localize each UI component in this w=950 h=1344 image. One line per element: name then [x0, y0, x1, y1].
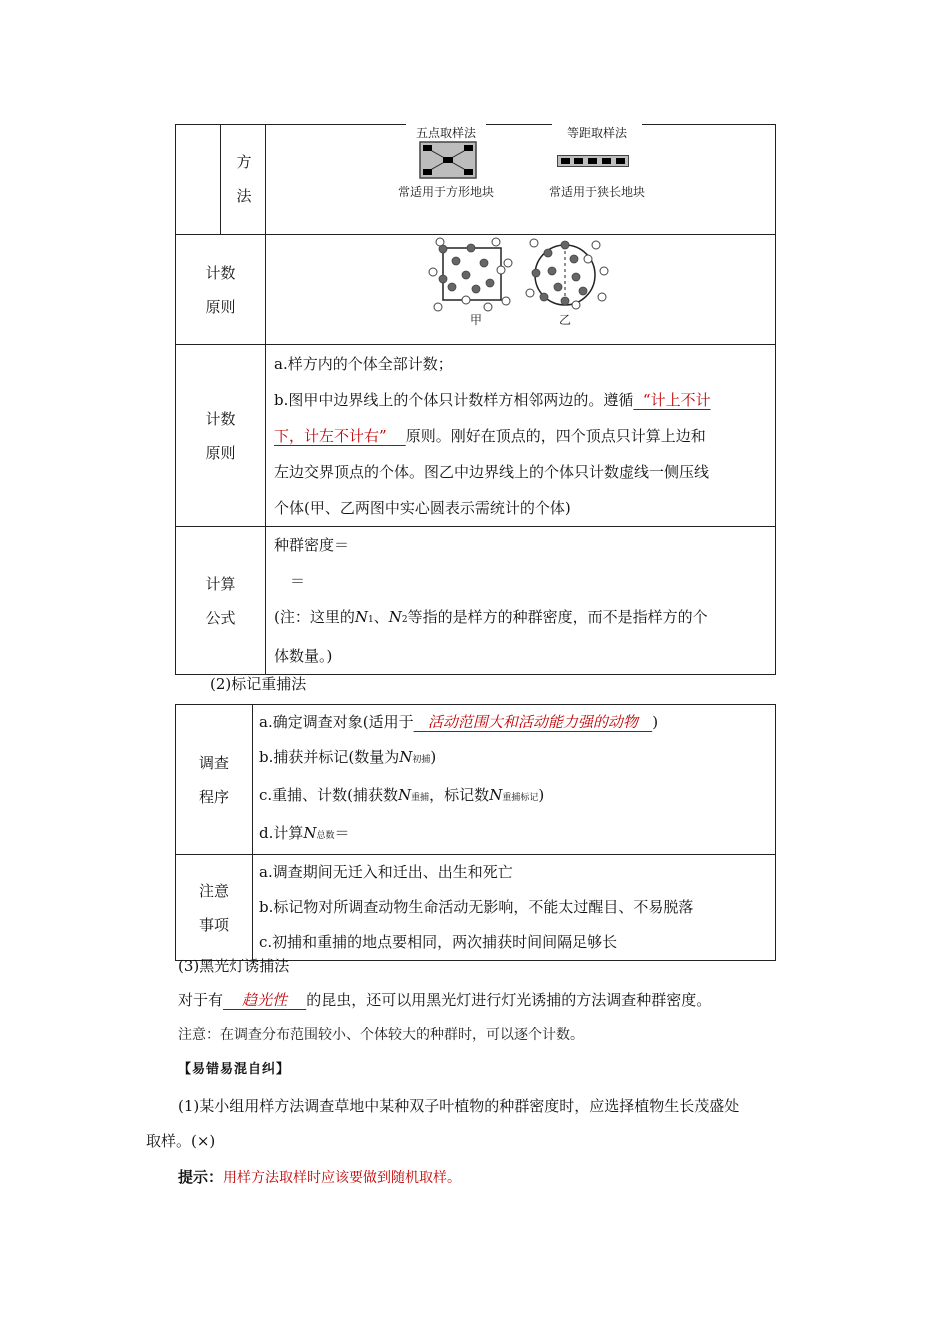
hint-line	[178, 1160, 461, 1195]
method-label-char2: 法	[236, 187, 252, 205]
blank-answer-2: 下，计左不计右”	[274, 426, 387, 445]
caption-yi: 乙	[558, 313, 571, 327]
equidistant-title: 等距取样法	[552, 124, 642, 141]
formula-note2: 体数量。)	[274, 647, 333, 665]
sampling-table	[175, 124, 776, 675]
notes-label: 注意 事项	[176, 855, 253, 961]
formula-line2: ＝	[290, 572, 306, 590]
count-principle-label: 计数 原则	[176, 345, 266, 527]
notes-c: c.初捕和重捕的地点要相同，两次捕获时间间隔足够长	[259, 933, 618, 951]
procedure-a: a.确定调查对象(适用于 活动范围大和活动能力强的动物 )	[259, 713, 659, 731]
section2-title: (2)标记重捕法	[210, 675, 307, 693]
blank-answer-3: 活动范围大和活动能力强的动物	[427, 713, 638, 731]
question-1-line2: 取样。(×)	[146, 1132, 216, 1150]
five-point-caption: 常适用于方形地块	[397, 185, 494, 199]
count-figure-label: 计数 原则	[176, 235, 266, 345]
question-1-line1: (1)某小组用样方法调查草地中某种双子叶植物的种群密度时，应选择植物生长茂盛处	[178, 1097, 740, 1115]
method-figure-cell	[266, 125, 776, 235]
method-label-cell	[176, 125, 266, 235]
hint-text: 用样方法取样时应该要做到随机取样。	[223, 1170, 462, 1186]
principle-b-line3: 左边交界顶点的个体。图乙中边界线上的个体只计数虚线一侧压线	[274, 462, 710, 481]
count-figure-cell	[266, 235, 776, 345]
equidistant-diagram	[557, 155, 629, 167]
procedure-d: d.计算N总数＝	[259, 824, 350, 842]
formula-line1: 种群密度＝	[274, 536, 350, 554]
blank-answer-1: “计上不计	[642, 390, 711, 409]
procedure-label: 调查 程序	[176, 705, 253, 855]
procedure-cell	[253, 705, 776, 855]
procedure-c: c.重捕、计数(捕获数N重捕，标记数N重捕标记)	[259, 786, 545, 804]
error-heading: 【易错易混自纠】	[178, 1062, 291, 1077]
count-principle-cell	[266, 345, 776, 527]
equidistant-caption: 常适用于狭长地块	[548, 185, 645, 199]
notes-b: b.标记物对所调查动物生命活动无影响，不能太过醒目、不易脱落	[259, 898, 694, 916]
section3-title: (3)黑光灯诱捕法	[178, 957, 290, 975]
notes-a: a.调查期间无迁入和迁出、出生和死亡	[259, 863, 513, 881]
formula-label: 计算 公式	[176, 527, 266, 675]
principle-b-line1: b.图甲中边界线上的个体只计数样方相邻两边的。遵循 “计上不计	[274, 390, 711, 409]
formula-note1: (注：这里的N1、N2等指的是样方的种群密度，而不是指样方的个	[274, 608, 708, 626]
blank-answer-4: 趋光性	[242, 991, 288, 1009]
note-line: 注意：在调查分布范围较小、个体较大的种群时，可以逐个计数。	[178, 1027, 584, 1043]
mark-recapture-table	[175, 704, 776, 961]
count-diagram	[426, 235, 616, 315]
formula-cell	[266, 527, 776, 675]
procedure-b: b.捕获并标记(数量为N初捕)	[259, 748, 437, 766]
caption-jia: 甲	[469, 313, 482, 327]
principle-a: a.样方内的个体全部计数；	[274, 354, 453, 373]
notes-cell	[253, 855, 776, 961]
five-point-diagram	[419, 141, 477, 179]
method-label-char1: 方	[236, 153, 252, 171]
section3-text: 对于有 趋光性 的昆虫，还可以用黑光灯进行灯光诱捕的方法调查种群密度。	[178, 991, 712, 1009]
principle-b-line4: 个体(甲、乙两图中实心圆表示需统计的个体)	[274, 498, 571, 517]
five-point-title: 五点取样法	[406, 124, 486, 141]
principle-b-line2: 下，计左不计右” 原则。刚好在顶点的，四个顶点只计算上边和	[274, 426, 706, 445]
hint-label: 提示：	[178, 1168, 224, 1186]
